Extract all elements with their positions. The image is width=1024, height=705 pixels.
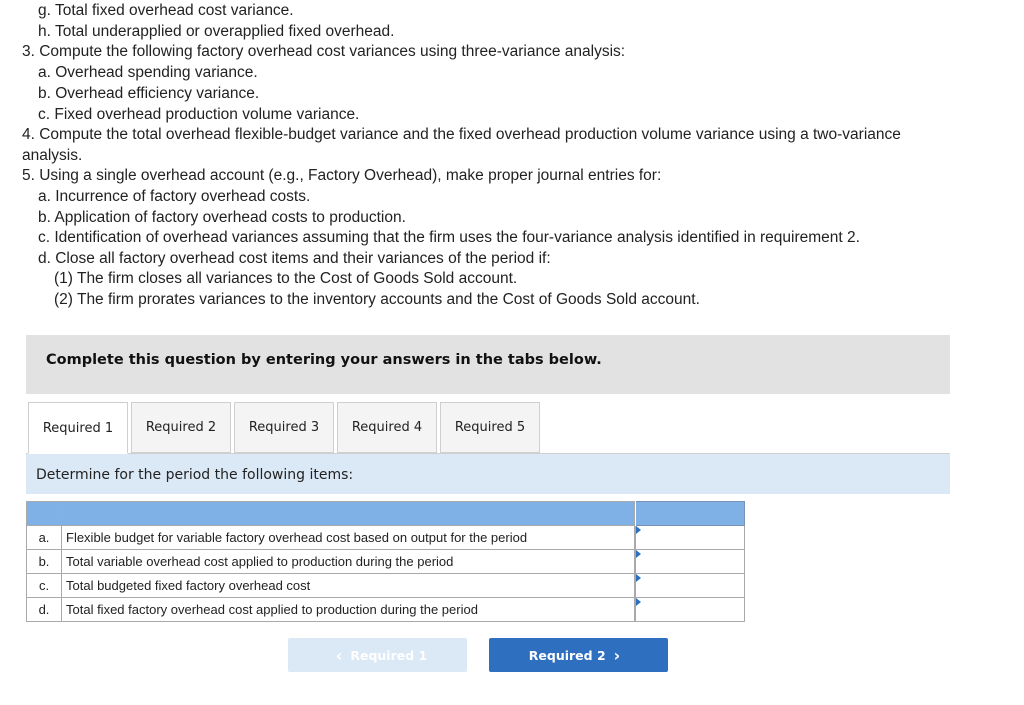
row-description: Total budgeted fixed factory overhead cost: [62, 574, 635, 598]
requirement-line: b. Overhead efficiency variance.: [38, 85, 260, 102]
row-letter: d.: [27, 598, 62, 622]
next-button-label: Required 2: [528, 647, 606, 663]
chevron-left-icon: ‹: [335, 645, 343, 665]
answer-table: [26, 501, 745, 622]
requirement-line: h. Total underapplied or overapplied fixed overhead.: [38, 23, 395, 40]
prev-button-label: Required 1: [350, 647, 428, 663]
next-required-button[interactable]: [489, 638, 668, 672]
prompt-bar: [26, 454, 950, 494]
input-marker-icon: [636, 574, 641, 582]
input-marker-icon: [636, 526, 641, 534]
row-letter: c.: [27, 574, 62, 598]
answer-input-d[interactable]: [636, 599, 744, 621]
row-letter: b.: [27, 550, 62, 574]
requirement-line: 3. Compute the following factory overhead cost variances using three-variance analysis:: [22, 43, 626, 60]
tab-required-4[interactable]: Required 4: [337, 402, 437, 453]
answer-cell: [636, 526, 745, 550]
input-marker-icon: [636, 598, 641, 606]
requirement-line: (2) The firm prorates variances to the inventory accounts and the Cost of Goods Sold account.: [54, 291, 700, 308]
chevron-right-icon: ›: [613, 645, 621, 665]
requirement-line: a. Overhead spending variance.: [38, 64, 258, 81]
requirement-line: b. Application of factory overhead costs to production.: [38, 209, 406, 226]
prev-required-button[interactable]: [288, 638, 467, 672]
table-header-row: [27, 502, 745, 526]
answer-cell: [636, 598, 745, 622]
requirement-line: analysis.: [22, 147, 83, 164]
row-letter: a.: [27, 526, 62, 550]
answer-cell: [636, 574, 745, 598]
tab-required-2[interactable]: Required 2: [131, 402, 231, 453]
row-description: Flexible budget for variable factory overhead cost based on output for the period: [62, 526, 635, 550]
tab-required-3[interactable]: Required 3: [234, 402, 334, 453]
requirement-line: 5. Using a single overhead account (e.g., Factory Overhead), make proper journal entries for:: [22, 167, 662, 184]
table-row: [27, 574, 745, 598]
requirement-line: 4. Compute the total overhead flexible-budget variance and the fixed overhead production volume variance using a two-variance: [22, 126, 901, 143]
row-description: Total variable overhead cost applied to production during the period: [62, 550, 635, 574]
tab-required-1[interactable]: Required 1: [28, 402, 128, 454]
requirement-line: c. Identification of overhead variances assuming that the firm uses the four-variance analysis identified in requirement 2.: [38, 229, 860, 246]
answer-input-a[interactable]: [636, 527, 744, 549]
table-row: [27, 598, 745, 622]
requirement-line: (1) The firm closes all variances to the Cost of Goods Sold account.: [54, 270, 518, 287]
requirement-line: d. Close all factory overhead cost items and their variances of the period if:: [38, 250, 551, 267]
requirement-line: g. Total fixed overhead cost variance.: [38, 2, 294, 19]
tab-required-5[interactable]: Required 5: [440, 402, 540, 453]
requirement-line: c. Fixed overhead production volume variance.: [38, 106, 360, 123]
input-marker-icon: [636, 550, 641, 558]
requirement-line: a. Incurrence of factory overhead costs.: [38, 188, 311, 205]
table-row: [27, 550, 745, 574]
table-row: [27, 526, 745, 550]
answer-input-c[interactable]: [636, 575, 744, 597]
instructions-box: [26, 335, 950, 394]
answer-input-b[interactable]: [636, 551, 744, 573]
prompt-text: Determine for the period the following items:: [36, 467, 354, 483]
row-description: Total fixed factory overhead cost applied to production during the period: [62, 598, 635, 622]
answer-cell: [636, 550, 745, 574]
instructions-text: Complete this question by entering your answers in the tabs below.: [46, 352, 602, 368]
